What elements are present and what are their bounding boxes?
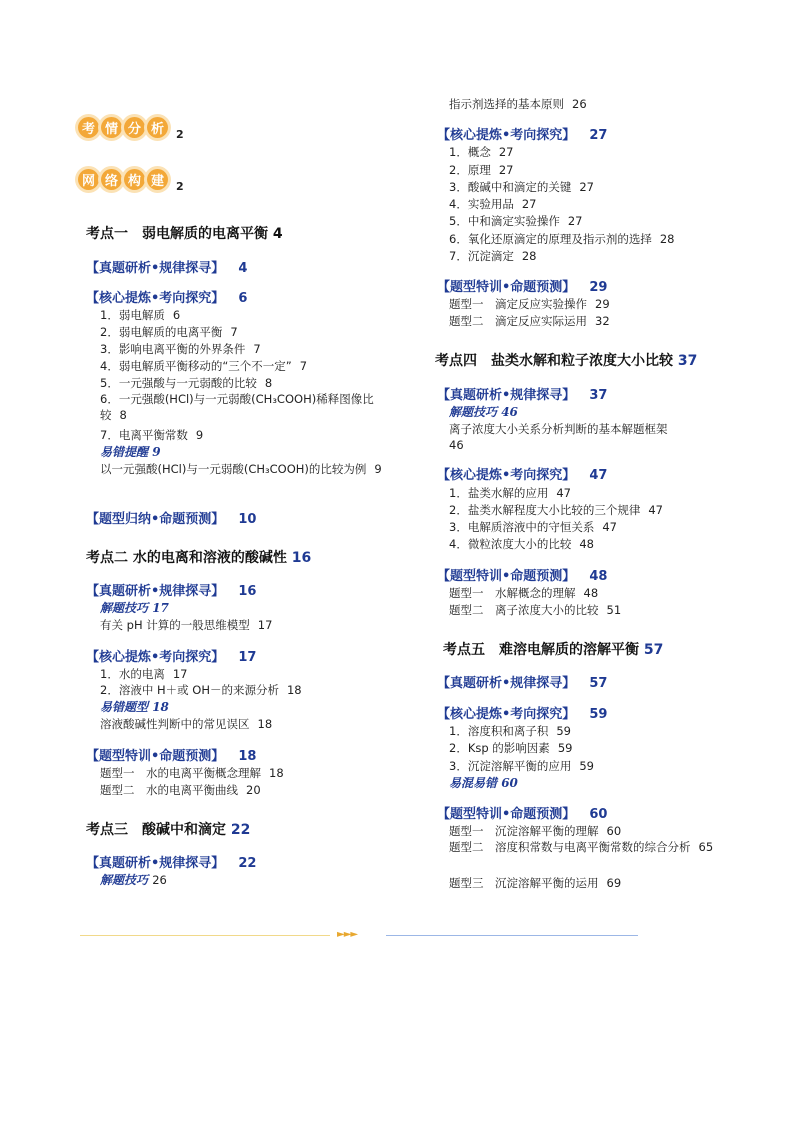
toc-page: 47 (589, 468, 608, 483)
toc-page: 17 (172, 667, 188, 681)
toc-item[interactable] (449, 723, 571, 739)
toc-label: 【核心提炼•考向探究】 (86, 291, 225, 306)
toc-item[interactable] (449, 96, 587, 112)
badge-char: 构 (124, 169, 145, 190)
toc-label: 【真题研析•规律探寻】 (86, 261, 225, 276)
toc-item[interactable] (100, 666, 187, 682)
toc-page: 28 (521, 249, 537, 263)
toc-page: 26 (572, 97, 587, 111)
tip-heading[interactable] (449, 403, 518, 420)
badge-char: 考 (78, 117, 99, 138)
toc-entry[interactable] (437, 384, 607, 403)
footer-divider-right (386, 935, 638, 936)
toc-item[interactable] (449, 485, 571, 501)
toc-label: 1．弱电解质 (100, 308, 165, 322)
badge-char: 析 (147, 117, 168, 138)
toc-entry[interactable] (437, 803, 607, 822)
toc-entry[interactable] (86, 287, 247, 306)
section-title-text: 考点三 酸碱中和滴定 (86, 822, 226, 838)
toc-label: 溶液酸碱性判断中的常见误区 (100, 717, 250, 731)
toc-label: 题型一 滴定反应实验操作 (449, 297, 587, 311)
toc-entry[interactable] (86, 745, 256, 764)
section-title-text: 考点二 水的电离和溶液的酸碱性 (86, 550, 287, 566)
toc-page: 4 (238, 261, 248, 276)
toc-page: 48 (589, 569, 608, 584)
toc-page: 27 (498, 145, 514, 159)
toc-entry[interactable] (437, 565, 607, 584)
section-title-text: 考点一 弱电解质的电离平衡 (86, 226, 268, 242)
toc-label: 【真题研析•规律探寻】 (86, 584, 225, 599)
toc-label: 题型一 水的电离平衡概念理解 (100, 766, 261, 780)
toc-entry[interactable] (437, 276, 607, 295)
toc-label: 7．沉淀滴定 (449, 249, 514, 263)
toc-label: 1．概念 (449, 145, 491, 159)
tip-label: 易混易错 (449, 776, 498, 790)
toc-item[interactable] (100, 716, 272, 732)
toc-page: 60 (589, 807, 608, 822)
toc-label: 【核心提炼•考向探究】 (437, 468, 576, 483)
toc-page: 46 (449, 438, 464, 452)
toc-page: 57 (589, 676, 608, 691)
toc-page: 37 (677, 353, 698, 369)
toc-page: 16 (291, 550, 312, 566)
toc-page: 18 (257, 717, 273, 731)
toc-page: 7 (253, 342, 261, 356)
toc-label: 题型二 滴定反应实际运用 (449, 314, 587, 328)
toc-item[interactable] (100, 307, 180, 323)
toc-item[interactable] (449, 296, 610, 312)
section-title-4[interactable] (435, 350, 697, 370)
toc-label: 2．弱电解质的电离平衡 (100, 325, 223, 339)
toc-item[interactable] (449, 519, 617, 535)
toc-item[interactable] (100, 391, 385, 423)
toc-label: 2．盐类水解程度大小比较的三个规律 (449, 503, 641, 517)
toc-page: 6 (172, 308, 181, 322)
toc-page: 29 (589, 280, 608, 295)
toc-item[interactable] (100, 682, 302, 698)
toc-item[interactable] (449, 740, 572, 756)
toc-page: 47 (602, 520, 617, 534)
toc-label: 7．电离平衡常数 (100, 428, 188, 442)
toc-item[interactable] (100, 324, 238, 340)
toc-item[interactable] (449, 585, 598, 601)
toc-page: 17 (257, 618, 273, 632)
toc-page: 65 (698, 840, 714, 854)
toc-label: 3．酸碱中和滴定的关键 (449, 180, 572, 194)
section-title-text: 考点五 难溶电解质的溶解平衡 (443, 642, 639, 658)
toc-label: 题型二 离子浓度大小的比较 (449, 603, 599, 617)
toc-page: 27 (589, 128, 608, 143)
toc-page: 69 (606, 876, 622, 890)
section-title-1[interactable] (86, 223, 283, 243)
toc-item[interactable] (449, 313, 610, 329)
toc-label: 题型三 沉淀溶解平衡的运用 (449, 876, 599, 890)
toc-item[interactable] (449, 162, 513, 178)
toc-page: 59 (557, 741, 573, 755)
toc-page: 7 (230, 325, 238, 339)
toc-label: 4．弱电解质平衡移动的“三个不一定” (100, 359, 292, 373)
toc-page: 60 (501, 776, 518, 790)
toc-page: 18 (152, 700, 169, 714)
toc-page: 32 (595, 314, 610, 328)
toc-label: 1．水的电离 (100, 667, 165, 681)
toc-item[interactable] (449, 231, 674, 247)
tip-heading[interactable] (100, 443, 161, 460)
toc-page: 9 (195, 428, 204, 442)
toc-page: 27 (567, 214, 583, 228)
toc-label: 4．实验用品 (449, 197, 514, 211)
tip-label: 解题技巧 (449, 405, 498, 419)
toc-page: 18 (238, 749, 257, 764)
toc-item[interactable] (449, 179, 594, 195)
footer-arrows-icon: ►►► (337, 929, 358, 940)
toc-page: 7 (299, 359, 308, 373)
toc-page: 59 (579, 759, 594, 773)
tip-label: 易错提醒 (100, 445, 149, 459)
toc-page: 51 (606, 603, 622, 617)
toc-item[interactable] (449, 875, 621, 891)
toc-label: 【题型特训•命题预测】 (437, 569, 576, 584)
toc-label: 【真题研析•规律探寻】 (437, 676, 576, 691)
toc-page: 8 (119, 408, 127, 422)
toc-entry[interactable] (86, 646, 256, 665)
toc-item[interactable] (100, 375, 272, 391)
toc-item[interactable] (100, 461, 385, 477)
toc-label: 【核心提炼•考向探究】 (437, 707, 576, 722)
toc-page: 27 (498, 163, 514, 177)
toc-label: 6．氧化还原滴定的原理及指示剂的选择 (449, 232, 652, 246)
toc-label: 有关 pH 计算的一般思维模型 (100, 618, 250, 632)
toc-page: 17 (238, 650, 257, 665)
toc-item[interactable] (100, 427, 203, 443)
toc-page: 59 (556, 724, 571, 738)
toc-entry[interactable] (86, 257, 247, 276)
toc-label: 1．溶度积和离子积 (449, 724, 549, 738)
toc-page: 22 (230, 822, 251, 838)
toc-page: 4 (272, 226, 283, 242)
section-title-5[interactable] (443, 639, 663, 659)
toc-entry[interactable] (437, 464, 607, 483)
toc-label: 2．Ksp 的影响因素 (449, 741, 550, 755)
toc-page: 57 (643, 642, 664, 658)
toc-item[interactable] (100, 341, 261, 357)
toc-page: 48 (583, 586, 599, 600)
toc-label: 【题型归纳•命题预测】 (86, 512, 225, 527)
toc-page: 47 (648, 503, 663, 517)
toc-page: 18 (269, 766, 284, 780)
toc-page: 27 (579, 180, 594, 194)
toc-item[interactable] (100, 617, 272, 633)
tip-label: 解题技巧 (100, 873, 149, 887)
toc-page: 28 (659, 232, 675, 246)
tip-heading[interactable] (100, 698, 169, 715)
toc-label: 【真题研析•规律探寻】 (86, 856, 225, 871)
tip-label: 解题技巧 (100, 601, 149, 615)
toc-label: 题型一 水解概念的理解 (449, 586, 576, 600)
badge-char: 情 (101, 117, 122, 138)
toc-label: 题型二 水的电离平衡曲线 (100, 783, 238, 797)
toc-page: 47 (556, 486, 571, 500)
toc-page: 9 (152, 445, 161, 459)
toc-item[interactable] (449, 421, 729, 453)
section-title-text: 考点四 盐类水解和粒子浓度大小比较 (435, 353, 673, 369)
toc-label: 3．沉淀溶解平衡的应用 (449, 759, 572, 773)
badge-char: 分 (124, 117, 145, 138)
toc-entry[interactable] (86, 580, 256, 599)
toc-label: 【核心提炼•考向探究】 (437, 128, 576, 143)
toc-item[interactable] (449, 758, 594, 774)
toc-label: 6．一元强酸(HCl)与一元弱酸(CH₃COOH)稀释图像比较 (100, 392, 374, 422)
toc-page: 29 (595, 297, 610, 311)
toc-item[interactable] (100, 358, 307, 374)
toc-page: 26 (152, 873, 167, 887)
toc-entry[interactable] (437, 672, 607, 691)
toc-page: 18 (286, 683, 302, 697)
toc-page: 37 (589, 388, 608, 403)
toc-label: 题型二 溶度积常数与电离平衡常数的综合分析 (449, 840, 691, 854)
toc-page: 2 (176, 128, 184, 141)
toc-label: 指示剂选择的基本原则 (449, 97, 564, 111)
toc-page: 8 (264, 376, 273, 390)
toc-item[interactable] (449, 144, 513, 160)
toc-page: 48 (579, 537, 594, 551)
tip-heading[interactable] (449, 774, 518, 791)
toc-label: 3．电解质溶液中的守恒关系 (449, 520, 595, 534)
toc-label: 5．中和滴定实验操作 (449, 214, 560, 228)
toc-page: 2 (176, 180, 184, 193)
toc-label: 4．微粒浓度大小的比较 (449, 537, 572, 551)
toc-page: 60 (606, 824, 622, 838)
tip-heading[interactable] (100, 599, 169, 616)
toc-page: 20 (246, 783, 261, 797)
toc-label: 离子浓度大小关系分析判断的基本解题框架 (449, 422, 668, 436)
toc-label: 2．原理 (449, 163, 491, 177)
toc-page: 59 (589, 707, 608, 722)
toc-label: 题型一 沉淀溶解平衡的理解 (449, 824, 599, 838)
section-title-3[interactable] (86, 819, 250, 839)
badge-wangluo[interactable] (78, 166, 184, 193)
section-title-2[interactable] (86, 547, 311, 567)
toc-label: 2．溶液中 H＋或 OH－的来源分析 (100, 683, 279, 697)
toc-item[interactable] (449, 839, 719, 855)
toc-label: 5．一元强酸与一元弱酸的比较 (100, 376, 257, 390)
toc-page: 22 (238, 856, 257, 871)
toc-label: 【题型特训•命题预测】 (86, 749, 225, 764)
badge-char: 网 (78, 169, 99, 190)
toc-item[interactable] (449, 502, 663, 518)
toc-page: 17 (152, 601, 169, 615)
toc-page: 10 (238, 512, 257, 527)
toc-label: 【题型特训•命题预测】 (437, 280, 576, 295)
toc-entry[interactable] (437, 124, 607, 143)
toc-label: 3．影响电离平衡的外界条件 (100, 342, 246, 356)
toc-item[interactable] (449, 196, 536, 212)
toc-entry[interactable] (437, 703, 607, 722)
toc-page: 9 (374, 462, 382, 476)
badge-kaoqing[interactable] (78, 114, 184, 141)
toc-page: 46 (501, 405, 518, 419)
toc-item[interactable] (449, 823, 621, 839)
toc-page: 6 (238, 291, 248, 306)
toc-page: 27 (521, 197, 537, 211)
toc-page: 16 (238, 584, 257, 599)
toc-item[interactable] (449, 248, 536, 264)
toc-item[interactable] (449, 602, 621, 618)
toc-item[interactable] (449, 536, 594, 552)
toc-entry[interactable] (86, 508, 256, 527)
toc-entry[interactable] (86, 852, 256, 871)
toc-item[interactable] (100, 782, 261, 798)
tip-label: 易错题型 (100, 700, 149, 714)
toc-label: 【真题研析•规律探寻】 (437, 388, 576, 403)
toc-item[interactable] (100, 765, 284, 781)
toc-label: 【核心提炼•考向探究】 (86, 650, 225, 665)
toc-label: 【题型特训•命题预测】 (437, 807, 576, 822)
toc-item[interactable] (449, 213, 582, 229)
toc-label: 1．盐类水解的应用 (449, 486, 549, 500)
badge-char: 络 (101, 169, 122, 190)
footer-divider-left (80, 935, 330, 936)
toc-label: 以一元强酸(HCl)与一元弱酸(CH₃COOH)的比较为例 (100, 462, 367, 476)
tip-heading[interactable] (100, 871, 167, 888)
badge-char: 建 (147, 169, 168, 190)
